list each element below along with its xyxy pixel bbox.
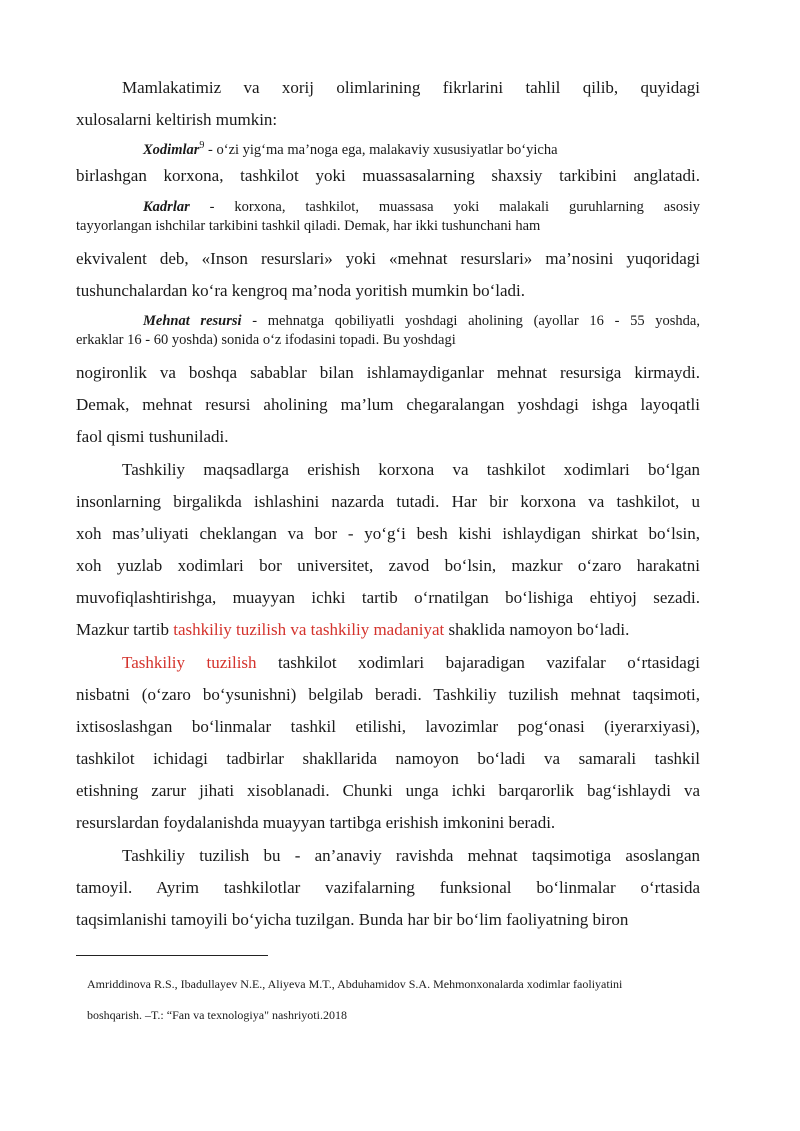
- paragraph-line: resurslardan foydalanishda muayyan tartibga erishish imkonini beradi.: [76, 813, 556, 832]
- footnote-marker: 9: [199, 140, 205, 151]
- term-xodimlar: Xodimlar: [143, 142, 200, 158]
- paragraph-line: ixtisoslashgan bo‘linmalar tashkil etilishi, lavozimlar pog‘onasi (iyerarxiyasi),: [76, 717, 700, 736]
- paragraph-line: erkaklar 16 - 60 yoshda) sonida o‘z ifodasini topadi. Bu yoshdagi: [76, 332, 456, 348]
- paragraph-line: taqsimlanishi tamoyili bo‘yicha tuzilgan. Bunda har bir bo‘lim faoliyatning biron: [76, 910, 629, 929]
- paragraph-line: Mamlakatimiz va xorij olimlarining fikrlarini tahlil qilib, quyidagi: [122, 78, 700, 97]
- paragraph-line: tushunchalardan ko‘ra kengroq ma’noda yoritish mumkin bo‘ladi.: [76, 281, 525, 300]
- paragraph-line: birlashgan korxona, tashkilot yoki muassasalarning shaxsiy tarkibini anglatadi.: [76, 166, 700, 185]
- paragraph-line: [76, 620, 700, 640]
- paragraph-line: insonlarning birgalikda ishlashini nazarda tutadi. Har bir korxona va tashkilot, u: [76, 492, 700, 511]
- paragraph-line: Tashkiliy tuzilish bu - an’anaviy ravishda mehnat taqsimotiga asoslangan: [122, 846, 700, 865]
- definition-xodimlar: [143, 141, 700, 159]
- paragraph-line: ekvivalent deb, «Inson resurslari» yoki «mehnat resurslari» ma’nosini yuqoridagi: [76, 249, 700, 268]
- paragraph-line: nogironlik va boshqa sabablar bilan ishlamaydiganlar mehnat resursiga kirmaydi.: [76, 363, 700, 382]
- definition-text: - mehnatga qobiliyatli yoshdagi aholining (ayollar 16 - 55 yoshda,: [241, 313, 700, 329]
- highlight-tashkiliy-tuzilish: Tashkiliy tuzilish: [122, 653, 257, 672]
- footnote-separator: [76, 955, 268, 956]
- paragraph-line: etishning zarur jihati xisoblanadi. Chunki unga ichki barqarorlik bag‘ishlaydi va: [76, 781, 700, 800]
- paragraph-line: xulosalarni keltirish mumkin:: [76, 110, 278, 129]
- paragraph-line: muvofiqlashtirishga, muayyan ichki tartib o‘rnatilgan bo‘lishiga ehtiyoj sezadi.: [76, 588, 700, 607]
- paragraph-line: xoh yuzlab xodimlari bor universitet, zavod bo‘lsin, mazkur o‘zaro harakatni: [76, 556, 700, 575]
- term-mehnat-resursi: Mehnat resursi: [143, 313, 242, 329]
- term-kadrlar: Kadrlar: [143, 199, 190, 215]
- paragraph-line: tamoyil. Ayrim tashkilotlar vazifalarning funksional bo‘linmalar o‘rtasida: [76, 878, 700, 897]
- paragraph-line: Demak, mehnat resursi aholining ma’lum chegaralangan yoshdagi ishga layoqatli: [76, 395, 700, 414]
- definition-text: - korxona, tashkilot, muassasa yoki malakali guruhlarning asosiy: [189, 199, 700, 215]
- paragraph-line: tayyorlangan ishchilar tarkibini tashkil qiladi. Demak, har ikki tushunchani ham: [76, 218, 541, 234]
- footnote-line: Amriddinova R.S., Ibadullayev N.E., Aliyeva M.T., Abduhamidov S.A. Mehmonxonalarda xodimlar faoliyatini: [87, 977, 623, 991]
- paragraph-line: Tashkiliy maqsadlarga erishish korxona va tashkilot xodimlari bo‘lgan: [122, 460, 700, 479]
- text-span: shaklida namoyon bo‘ladi.: [444, 620, 630, 639]
- paragraph-line: [122, 653, 700, 673]
- definition-mehnat-resursi: [143, 312, 700, 330]
- definition-kadrlar: [143, 198, 700, 216]
- text-span: tashkilot xodimlari bajaradigan vazifalar o‘rtasidagi: [256, 653, 700, 672]
- paragraph-line: tashkilot ichidagi tadbirlar shakllarida namoyon bo‘ladi va samarali tashkil: [76, 749, 700, 768]
- paragraph-line: nisbatni (o‘zaro bo‘ysunishni) belgilab beradi. Tashkiliy tuzilish mehnat taqsimoti,: [76, 685, 700, 704]
- text-span: Mazkur tartib: [76, 620, 174, 639]
- footnote-line: boshqarish. –T.: “Fan va texnologiya" nashriyoti.2018: [87, 1008, 347, 1022]
- highlight-tashkiliy-tuzilish-va-madaniyat: tashkiliy tuzilish va tashkiliy madaniyat: [173, 620, 445, 639]
- definition-text: - o‘zi yig‘ma ma’noga ega, malakaviy xususiyatlar bo‘yicha: [204, 142, 558, 158]
- paragraph-line: xoh mas’uliyati cheklangan va bor - yo‘g‘i besh kishi ishlaydigan shirkat bo‘lsin,: [76, 524, 700, 543]
- paragraph-line: faol qismi tushuniladi.: [76, 427, 229, 446]
